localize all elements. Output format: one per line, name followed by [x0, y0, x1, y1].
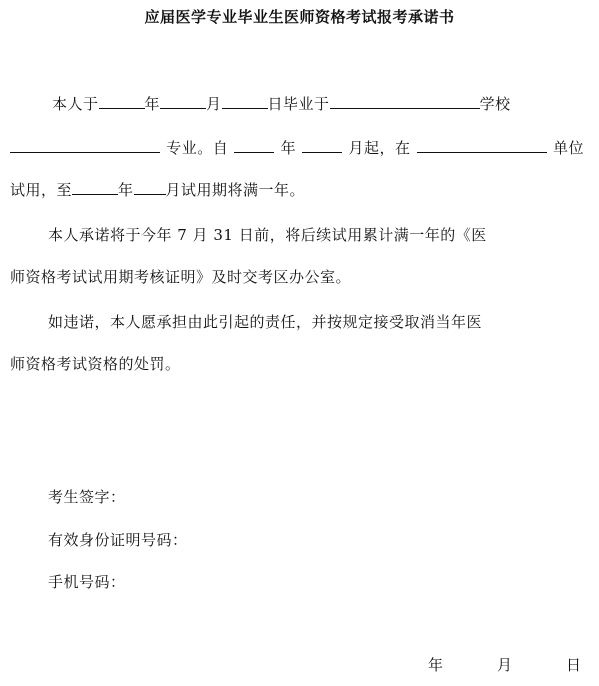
- graduation-month-blank[interactable]: [160, 96, 206, 109]
- text-year: 年: [144, 95, 161, 113]
- text-day-graduated-from: 日毕业于: [267, 95, 330, 113]
- para2-line1: 本人承诺将于今年 7 月 31 日前，将后续试用累计满一年的《医: [48, 226, 487, 244]
- date-year-label: 年: [428, 656, 444, 674]
- text-year: 年: [280, 139, 297, 157]
- document-title: 应届医学专业毕业生医师资格考试报考承诺书: [144, 8, 455, 26]
- school-blank[interactable]: [330, 96, 480, 109]
- id-number-label: 有效身份证明号码：: [48, 531, 188, 549]
- para1-line1: [52, 93, 511, 114]
- graduation-day-blank[interactable]: [222, 96, 268, 109]
- text-trial-until: 试用，至: [10, 181, 73, 199]
- para3-line2: 师资格考试资格的处罚。: [10, 355, 181, 373]
- para1-line2: [10, 137, 584, 158]
- para3-line1: 如违诺，本人愿承担由此引起的责任，并按规定接受取消当年医: [48, 313, 483, 331]
- trial-start-month-blank[interactable]: [302, 140, 342, 153]
- text-major-from: 专业。自: [166, 139, 229, 157]
- para1-line3: [10, 179, 305, 200]
- text-month-trial-full: 月试用期将满一年。: [165, 181, 306, 199]
- text-year: 年: [118, 181, 134, 199]
- employer-blank[interactable]: [417, 140, 547, 153]
- date-day-label: 日: [566, 656, 582, 674]
- text-graduated-on: 本人于: [52, 95, 99, 113]
- graduation-year-blank[interactable]: [99, 96, 145, 109]
- para2-line2: 师资格考试试用期考核证明》及时交考区办公室。: [10, 268, 352, 286]
- trial-start-year-blank[interactable]: [234, 140, 274, 153]
- phone-number-label: 手机号码：: [48, 573, 126, 591]
- trial-end-month-blank[interactable]: [134, 182, 166, 195]
- text-month-start-at: 月起，在: [348, 139, 411, 157]
- candidate-signature-label: 考生签字：: [48, 488, 126, 506]
- major-blank[interactable]: [10, 140, 160, 153]
- date-month-label: 月: [497, 656, 513, 674]
- text-unit: 单位: [552, 139, 584, 157]
- text-month: 月: [206, 95, 222, 113]
- trial-end-year-blank[interactable]: [72, 182, 118, 195]
- text-school: 学校: [479, 95, 511, 113]
